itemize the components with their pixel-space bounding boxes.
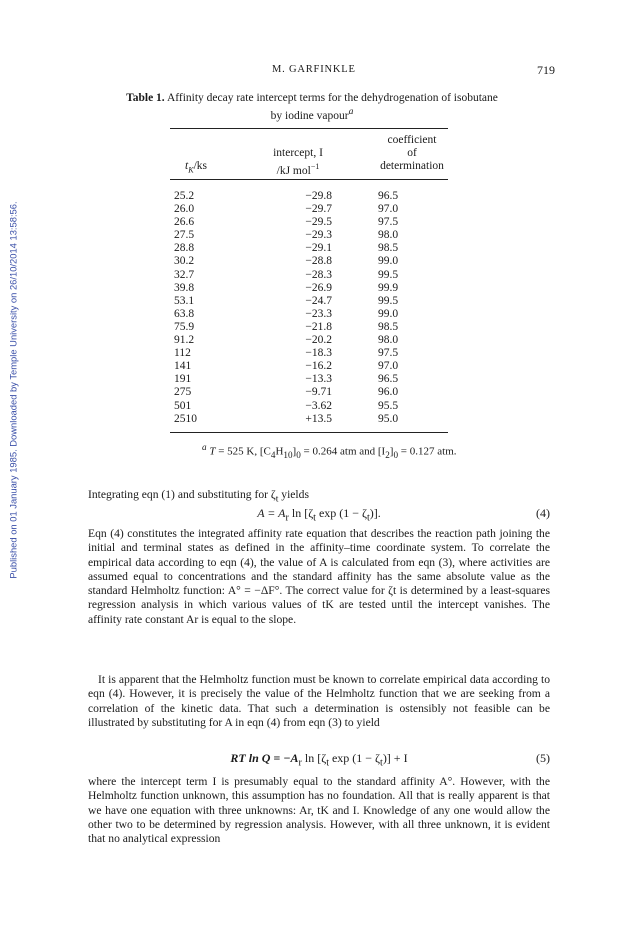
paragraph-2 [88,673,550,730]
column-header-time [176,160,216,176]
intro-sub: t [275,493,279,505]
cell-intercept: −29.8 [305,190,332,202]
cell-intercept: +13.5 [305,412,332,425]
cell-coefficient: 95.0 [378,412,399,425]
footnote-text-6: = 0.127 atm. [398,445,457,458]
column-header-intercept-line2: /kJ mol [276,164,311,177]
cell-coefficient: 95.5 [378,399,399,412]
footnote-sub-5: 0 [393,449,399,460]
table-row [160,347,460,360]
column-header-intercept-sup: −1 [310,162,320,171]
cell-intercept: −18.3 [305,347,332,360]
cell-intercept: −28.8 [305,255,332,268]
table-row [160,242,460,255]
cell-time: 26.0 [174,203,195,216]
cell-coefficient: 96.5 [378,190,399,202]
cell-coefficient: 99.5 [378,268,399,281]
cell-coefficient: 99.0 [378,255,399,268]
cell-coefficient: 98.0 [378,334,399,347]
eq5-part-2: ln [ζ [301,751,327,765]
column-header-intercept-line1: intercept, I [273,147,323,159]
cell-coefficient: 98.5 [378,320,399,333]
cell-coefficient: 99.0 [378,307,399,320]
table-row [160,334,460,347]
cell-intercept: −29.3 [305,229,332,242]
cell-time: 25.2 [174,190,195,202]
cell-time: 2510 [174,412,197,425]
cell-intercept: −29.5 [305,216,332,229]
page-number: 719 [537,63,555,77]
table-top-rule [170,128,448,129]
cell-intercept: −29.7 [305,203,332,216]
cell-intercept: −20.2 [305,334,332,347]
footnote-text-3: ] [292,445,297,458]
table-row [160,413,460,426]
column-header-coefficient-line2: of [407,147,417,159]
table-row [160,203,460,216]
eq4-sub-2: t [313,512,316,524]
table-row [160,216,460,229]
cell-coefficient: 97.5 [378,347,399,360]
column-header-coefficient-line3: determination [380,160,444,172]
footnote-text-4: = 0.264 atm and [I [300,445,386,458]
cell-intercept: −26.9 [305,281,332,294]
equation-4-formula [88,506,550,523]
table-caption-line2: by iodine vapour [270,109,349,122]
paragraph-3 [88,775,550,846]
cell-coefficient: 97.5 [378,216,399,229]
cell-time: 39.8 [174,281,195,294]
intro-line [88,488,550,507]
eq5-sub-2: t [326,757,329,769]
cell-time: 275 [174,386,192,399]
paragraph-1 [88,527,550,627]
cell-time: 191 [174,373,192,386]
eq4-part-4: )]. [369,506,381,520]
footnote-text-5: ] [389,445,394,458]
table-caption [108,91,516,123]
cell-coefficient: 97.0 [378,360,399,373]
cell-coefficient: 98.5 [378,242,399,255]
table-row [160,269,460,282]
table-row [160,255,460,268]
column-header-coefficient-line1: coefficient [387,134,437,146]
table-caption-line1: Affinity decay rate intercept terms for the dehydrogenation of isobutane [166,92,498,104]
equation-4 [88,506,550,522]
table-row [160,386,460,399]
table-row [160,282,460,295]
footnote-sub-1: 4 [270,449,276,460]
table-caption-footnote-mark: a [348,106,354,117]
footnote-sub-2: 10 [283,449,293,460]
equation-5-number: (5) [536,751,550,765]
cell-intercept: −16.2 [305,360,332,373]
cell-time: 28.8 [174,242,195,255]
table-row [160,295,460,308]
table-bottom-rule [170,432,448,433]
cell-time: 75.9 [174,320,195,333]
cell-intercept: −13.3 [305,373,332,386]
column-header-time-unit: /ks [193,160,207,172]
equation-5-formula [88,751,550,768]
download-watermark-text: Published on 01 January 1985. Downloaded by Temple University on 26/10/2014 13:58:56. [7,201,19,579]
footnote-sub-3: 0 [296,449,301,460]
equation-5 [88,751,550,767]
eq5-part-4: )] + I [382,751,408,765]
cell-intercept: −3.62 [305,399,332,412]
data-table [160,190,460,426]
cell-coefficient: 99.5 [378,294,399,307]
footnote-text-1: = 525 K, [C [215,445,271,458]
cell-time: 32.7 [174,268,195,281]
cell-intercept: −24.7 [305,294,332,307]
table-row [160,360,460,373]
eq4-sub-1: r [285,512,289,524]
cell-time: 91.2 [174,334,195,347]
cell-time: 141 [174,360,192,373]
cell-time: 53.1 [174,294,195,307]
table-row [160,190,460,203]
paragraph-2-text: It is apparent that the Helmholtz function must be known to correlate empirical data according to eqn (4). However, it is precisely the value of the Helmholtz function that we are seeking from a correlation of the kinetic data. That such a determination is ostensibly not feasible can be illustrated by substituting for A in eqn (4) from eqn (3) to yield [88,673,550,729]
eq5-sub-1: r [298,757,302,769]
equation-4-number: (4) [536,506,550,520]
table-header-rule [170,179,448,180]
cell-coefficient: 96.5 [378,373,399,386]
running-header [0,64,624,80]
column-header-intercept [258,147,338,178]
cell-time: 501 [174,399,192,412]
intro-text: Integrating eqn (1) and substituting for ζ [88,488,276,501]
cell-time: 30.2 [174,255,195,268]
cell-time: 63.8 [174,307,195,320]
cell-time: 27.5 [174,229,195,242]
intro-end: yields [278,488,309,501]
eq4-part-3: exp (1 − ζ [315,506,368,520]
download-watermark [7,150,19,630]
column-header-time-sub: K [188,165,194,175]
author-name: M. GARFINKLE [272,64,356,75]
column-header-time-symbol: t [185,160,189,172]
cell-coefficient: 98.0 [378,229,399,242]
footnote-temperature-symbol: T [209,445,216,458]
eq5-part-3: exp (1 − ζ [328,751,381,765]
cell-intercept: −29.1 [305,242,332,255]
table-row [160,400,460,413]
cell-time: 26.6 [174,216,195,229]
table-row [160,373,460,386]
eq5-sub-3: t [380,757,383,769]
cell-intercept: −23.3 [305,307,332,320]
cell-intercept: −9.71 [305,386,332,399]
cell-coefficient: 99.9 [378,281,399,294]
paragraph-3-text: where the intercept term I is presumably equal to the standard affinity A°. However, with the Helmholtz function unknown, this assumption has no foundation. All that is really apparent is that we have one equation with three unknowns: Ar, tK and I. Knowledge of any one would allow the other two to be determined by regression analysis. However, with all three unknown, it is evident that no analytical expression [88,775,550,846]
table-row [160,321,460,334]
eq4-part-1: A = A [257,506,286,520]
table-row [160,229,460,242]
table-label: Table 1. [126,92,165,104]
footnote-text-2: H [275,445,284,458]
table-row [160,308,460,321]
footnote-sub-4: 2 [385,449,390,460]
cell-intercept: −28.3 [305,268,332,281]
eq5-part-1: RT ln Q = −A [230,751,299,765]
cell-time: 112 [174,347,191,360]
table-footnote [202,442,457,460]
eq4-sub-3: t [367,512,370,524]
column-header-coefficient [370,134,454,173]
paragraph-1-text: Eqn (4) constitutes the integrated affinity rate equation that describes the reaction path joining the initial and terminal states as defined in the affinity–time coordinate system. To correlate the empirical data according to eqn (4), the value of A is calculated from eqn (3), where activities are assumed equal to concentrations and the standard affinity has the same absolute value as the standard Helmholtz function: A° = −ΔF°. The correct value for ζt is determined by a least-squares regression analysis in which various values of tK are tested until the intercept vanishes. The affinity rate constant Ar is equal to the slope. [88,527,550,626]
cell-coefficient: 97.0 [378,203,399,216]
footnote-mark: a [202,442,207,452]
cell-intercept: −21.8 [305,320,332,333]
cell-coefficient: 96.0 [378,386,399,399]
eq4-part-2: ln [ζ [288,506,314,520]
